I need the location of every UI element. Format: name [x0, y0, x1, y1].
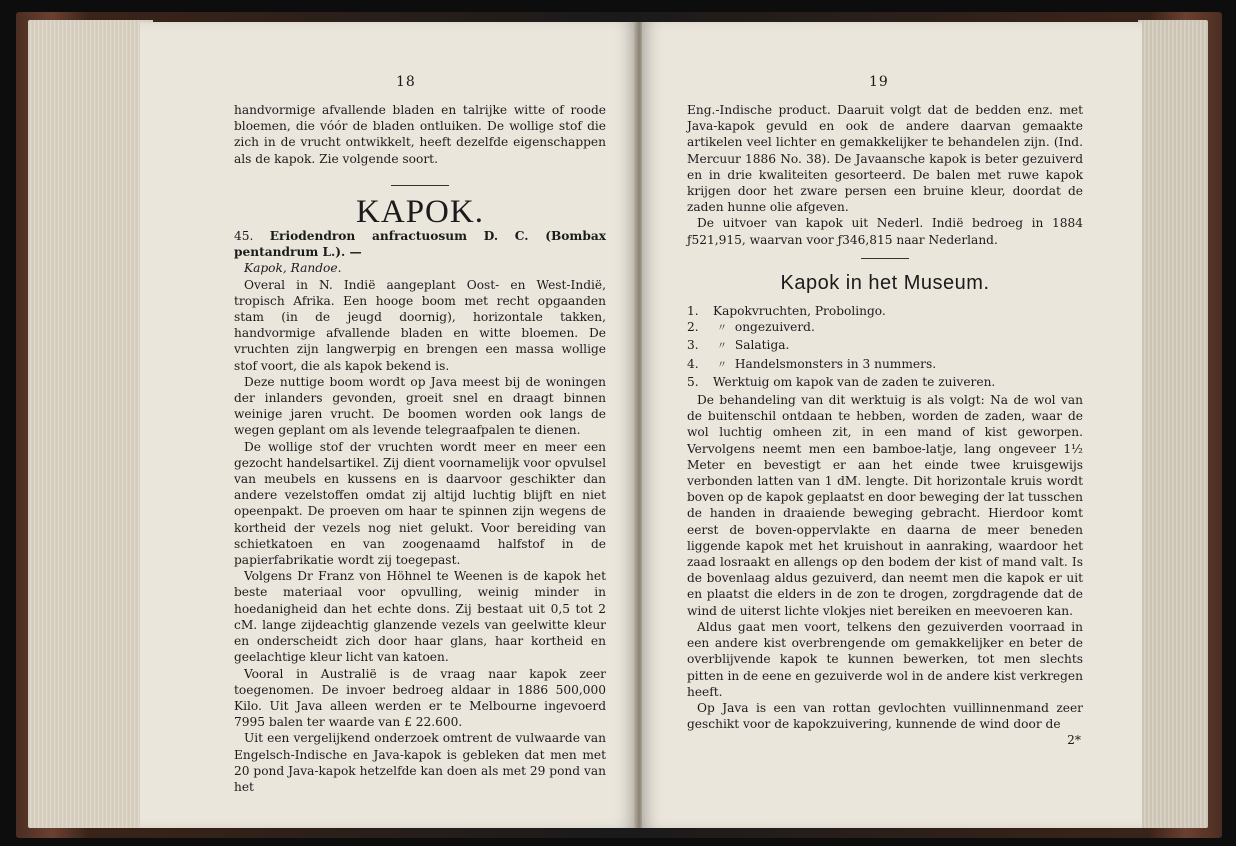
- entry-common-names: Kapok, Randoe.: [244, 261, 342, 276]
- entry-number: 45.: [234, 229, 254, 244]
- item-number: 4.: [687, 356, 699, 371]
- left-page: [140, 22, 635, 828]
- page-number: 18: [396, 74, 416, 90]
- list-item: [687, 374, 1083, 390]
- list-item: [687, 319, 1083, 337]
- continued-paragraph: handvormige afvallende bladen en talrijke witte of roode bloemen, die vóór de bladen ontluiken. De wollige stof die zich in de vrucht ontwikkelt, heeft dezelfde eigenschappen als de kapok. Zie volgende soort.: [234, 103, 606, 166]
- item-text: Werktuig om kapok van de zaden te zuiveren.: [713, 374, 996, 389]
- left-text-column: [234, 102, 606, 795]
- item-number: 5.: [687, 374, 699, 389]
- section-divider: [391, 185, 449, 186]
- item-number: 2.: [687, 320, 699, 335]
- item-text: Kapokvruchten, Probolingo.: [713, 304, 886, 319]
- item-number: 3.: [687, 338, 699, 353]
- printer-signature: 2*: [1067, 733, 1081, 748]
- paragraph: De uitvoer van kapok uit Nederl. Indië bedroeg in 1884 ƒ521,915, waarvan voor ƒ346,815 naar Nederland.: [687, 216, 1083, 247]
- museum-item-list: [687, 303, 1083, 390]
- right-page: [642, 22, 1142, 828]
- paragraph: Op Java is een van rottan gevlochten vuillinnenmand zeer geschikt voor de kapokzuivering, kunnende de wind door de: [687, 700, 1083, 732]
- paragraph: Overal in N. Indië aangeplant Oost- en West-Indië, tropisch Afrika. Een hooge boom met recht opgaanden stam (in de jeugd doornig), horizontale takken, handvormige afvallende bladen en witte bloemen. De vruchten zijn langwerpig en brengen een massa wollige stof voort, die als kapok bekend is.: [234, 277, 606, 373]
- ditto-mark: 〃: [717, 341, 727, 353]
- paragraph: Vooral in Australië is de vraag naar kapok zeer toegenomen. De invoer bedroeg aldaar in 1886 500,000 Kilo. Uit Java alleen werden er te Melbourne ingevoerd 7995 balen ter waarde van £ 22.600.: [234, 666, 606, 730]
- list-item: [687, 356, 1083, 374]
- ditto-mark: 〃: [717, 323, 727, 335]
- continued-paragraph: Eng.-Indische product. Daaruit volgt dat de bedden enz. met Java-kapok gevuld en ook de andere daarvan gemaakte artikelen veel lichter en gemakkelijker te behandelen zijn. (Ind. Mercuur 1886 No. 38). De Javaansche kapok is beter gezuiverd en in drie kwaliteiten gesorteerd. De balen met ruwe kapok krijgen door het zware persen een bruine kleur, doordat de zaden hunne olie afgeven.: [687, 103, 1083, 215]
- section-divider: [861, 258, 909, 259]
- paragraph: Deze nuttige boom wordt op Java meest bij de woningen der inlanders gevonden, groeit snel en draagt binnen weinige jaren vrucht. De boomen worden ook langs de wegen geplant om als levende telegraafpalen te dienen.: [234, 374, 606, 438]
- list-item: [687, 303, 1083, 319]
- item-text: ongezuiverd.: [734, 320, 815, 335]
- item-text: Handelsmonsters in 3 nummers.: [734, 356, 937, 371]
- item-number: 1.: [687, 304, 699, 319]
- page-block-left: [28, 20, 153, 828]
- list-item: [687, 337, 1083, 355]
- paragraph: De behandeling van dit werktuig is als volgt: Na de wol van de buitenschil ontdaan te hebben, worden de zaden, waar de wol luchtig omheen zit, in een mand of kist geworpen. Vervolgens neemt men een bamboe-latje, lang ongeveer 1½ Meter en bevestigt er aan het einde twee kruisgewijs verbonden latten van 1 dM. lengte. Dit horizontale kruis wordt boven op de kapok geplaatst en door beweging der lat tusschen de handen in draaiende beweging gebracht. Hierdoor komt eerst de boven-oppervlakte en daarna de meer beneden liggende kapok met het kruishout in aanraking, waardoor het zaad losraakt en allengs op den bodem der kist of mand valt. Is de bovenlaag aldus gezuiverd, dan neemt men die kapok er uit en plaatst die elders in de zon te drogen, zorgdragende dat de wind de uiterst lichte vlokjes niet bereiken en meevoeren kan.: [687, 393, 1083, 618]
- entry-botanical-name: Eriodendron anfractuosum D. C. (Bombax pentandrum L.). —: [234, 229, 607, 260]
- page-block-right: [1138, 20, 1208, 828]
- paragraph: Volgens Dr Franz von Höhnel te Weenen is de kapok het beste materiaal voor opvulling, weinig minder in hoedanigheid dan het echte dons. Zij bestaat uit 0,5 tot 2 cM. lange zijdeachtig glanzende vezels van geelwitte kleur en onderscheidt zich door haar glans, haar kortheid en geelachtige kleur licht van katoen.: [234, 569, 606, 665]
- right-text-column: [687, 102, 1083, 749]
- paragraph: Uit een vergelijkend onderzoek omtrent de vulwaarde van Engelsch-Indische en Java-kapok is gebleken dat men met 20 pond Java-kapok hetzelfde kan doen als met 29 pond van het: [234, 731, 606, 794]
- entry-header: [234, 228, 606, 260]
- section-heading: KAPOK.: [356, 193, 484, 230]
- museum-heading: Kapok in het Museum.: [780, 271, 990, 294]
- paragraph: Aldus gaat men voort, telkens den gezuiverden voorraad in een andere kist overbrengende om gemakkelijker en beter de overblijvende kapok te kunnen bewerken, tot men slechts pitten in de eene en gezuiverde wol in de andere kist verkregen heeft.: [687, 619, 1083, 699]
- page-number: 19: [869, 74, 889, 90]
- item-text: Salatiga.: [734, 338, 790, 353]
- ditto-mark: 〃: [717, 359, 727, 371]
- paragraph: De wollige stof der vruchten wordt meer en meer een gezocht handelsartikel. Zij dient voornamelijk voor opvulsel van meubels en kussens en is daarvoor geschikter dan andere vezelstoffen omdat zij altijd luchtig blijft en niet opeenpakt. De proeven om haar te spinnen zijn wegens de kortheid der vezels nog niet gelukt. Voor bereiding van schietkatoen en van zoogenaamd halfstof in de papierfabrikatie wordt zij toegepast.: [234, 439, 606, 568]
